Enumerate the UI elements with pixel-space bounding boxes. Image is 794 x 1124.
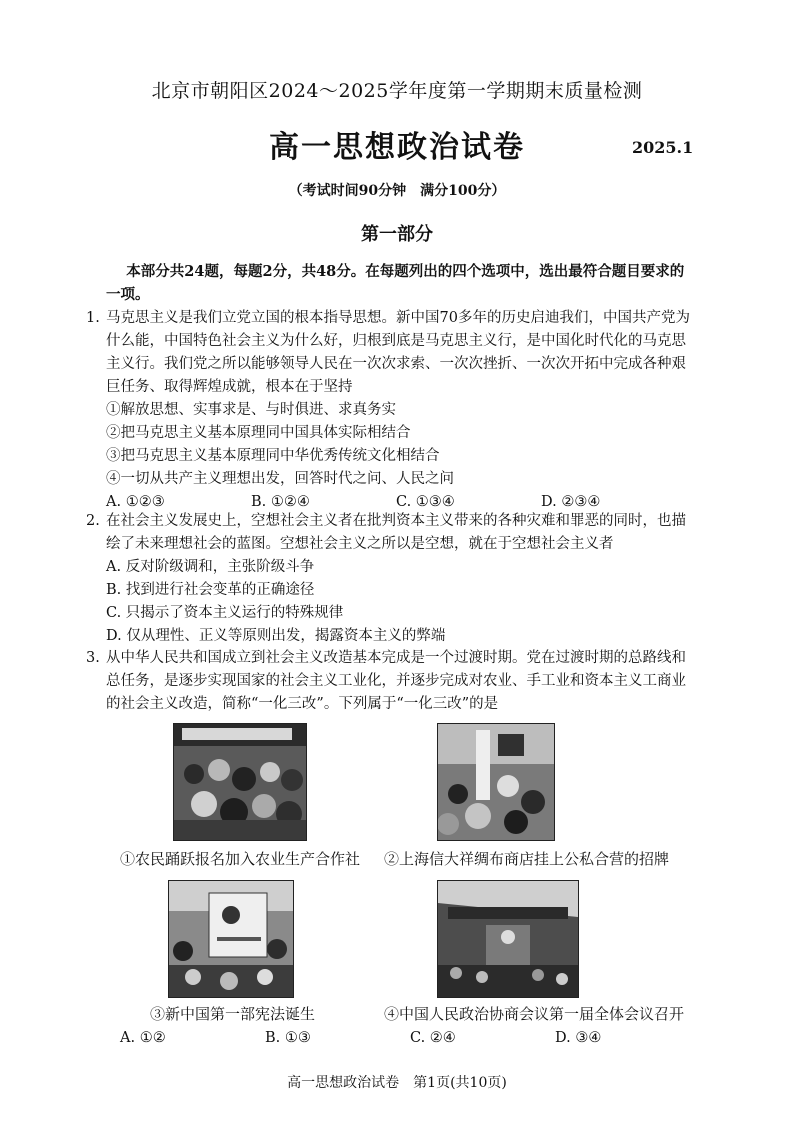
option-d: D. 仅从理性、正义等原则出发，揭露资本主义的弊端 <box>106 628 446 644</box>
option-b: B. 找到进行社会变革的正确途径 <box>106 582 315 598</box>
photo-joint-venture-sign <box>437 723 555 841</box>
statement: ④一切从共产主义理想出发，回答时代之问、人民之问 <box>106 471 454 487</box>
choice-d: D. ③④ <box>555 1030 602 1046</box>
page-footer: 高一思想政治试卷 第1页(共10页) <box>287 1075 507 1091</box>
choice-a: A. ①②③ <box>106 494 165 510</box>
question-number: 1. <box>86 310 100 326</box>
option-a: A. 反对阶级调和，主张阶级斗争 <box>106 559 315 575</box>
exam-date: 2025.1 <box>632 138 694 157</box>
photo-first-constitution <box>168 880 294 998</box>
question-1 <box>86 307 696 514</box>
photo-farmers-cooperative <box>173 723 307 841</box>
statement: ③把马克思主义基本原理同中华优秀传统文化相结合 <box>106 448 440 464</box>
question-text: 从中华人民共和国成立到社会主义改造基本完成是一个过渡时期。党在过渡时期的总路线和总任务，是逐步实现国家的社会主义工业化，并逐步完成对农业、手工业和资本主义工商业的社会主义改造，简称“一化三改”。下列属于“一化三改”的是 <box>106 650 686 712</box>
option-c: C. 只揭示了资本主义运行的特殊规律 <box>106 605 344 621</box>
photo-image <box>438 724 554 840</box>
choice-d: D. ②③④ <box>541 494 601 510</box>
question-stem <box>86 510 696 556</box>
statement: ①解放思想、实事求是、与时俱进、求真务实 <box>106 402 396 418</box>
answer-choices <box>120 1030 700 1046</box>
photo-image <box>169 881 293 997</box>
page-title: 高一思想政治试卷 <box>269 130 525 165</box>
choice-c: C. ①③④ <box>396 494 455 510</box>
part-instructions: 本部分共24题，每题2分，共48分。在每题列出的四个选项中，选出最符合题目要求的一项。 <box>106 263 685 303</box>
question-text: 在社会主义发展史上，空想社会主义者在批判资本主义带来的各种灾难和罪恶的同时，也描绘了未来理想社会的蓝图。空想社会主义之所以是空想，就在于空想社会主义者 <box>106 513 686 552</box>
photo-image <box>174 724 306 840</box>
exam-line: 北京市朝阳区2024～2025学年度第一学期期末质量检测 <box>151 80 643 102</box>
question-number: 3. <box>86 650 100 666</box>
choice-b: B. ①③ <box>265 1030 311 1046</box>
question-stem <box>86 307 696 399</box>
choice-a: A. ①② <box>120 1030 166 1046</box>
exam-subtitle: （考试时间90分钟 满分100分） <box>288 183 506 199</box>
question-3 <box>86 647 696 716</box>
choice-c: C. ②④ <box>410 1030 456 1046</box>
photo-image <box>438 881 578 997</box>
question-2 <box>86 510 696 648</box>
photo-caption-3: ③新中国第一部宪法诞生 <box>150 1005 316 1023</box>
question-stem <box>86 647 696 716</box>
choice-b: B. ①②④ <box>251 494 310 510</box>
photo-caption-2: ②上海信大祥绸布商店挂上公私合营的招牌 <box>384 850 670 868</box>
question-number: 2. <box>86 513 100 529</box>
question-text: 马克思主义是我们立党立国的根本指导思想。新中国70多年的历史启迪我们，中国共产党为什么能，中国特色社会主义为什么好，归根到底是马克思主义行，是中国化时代化的马克思主义行。我们党之所以能够领导人民在一次次求索、一次次挫折、一次次开拓中完成各种艰巨任务、取得辉煌成就，根本在于坚持 <box>106 310 690 395</box>
part-heading: 第一部分 <box>361 224 433 245</box>
photo-caption-1: ①农民踊跃报名加入农业生产合作社 <box>120 850 361 868</box>
statement: ②把马克思主义基本原理同中国具体实际相结合 <box>106 425 411 441</box>
photo-caption-4: ④中国人民政治协商会议第一届全体会议召开 <box>384 1005 685 1023</box>
photo-cppcc-session <box>437 880 579 998</box>
